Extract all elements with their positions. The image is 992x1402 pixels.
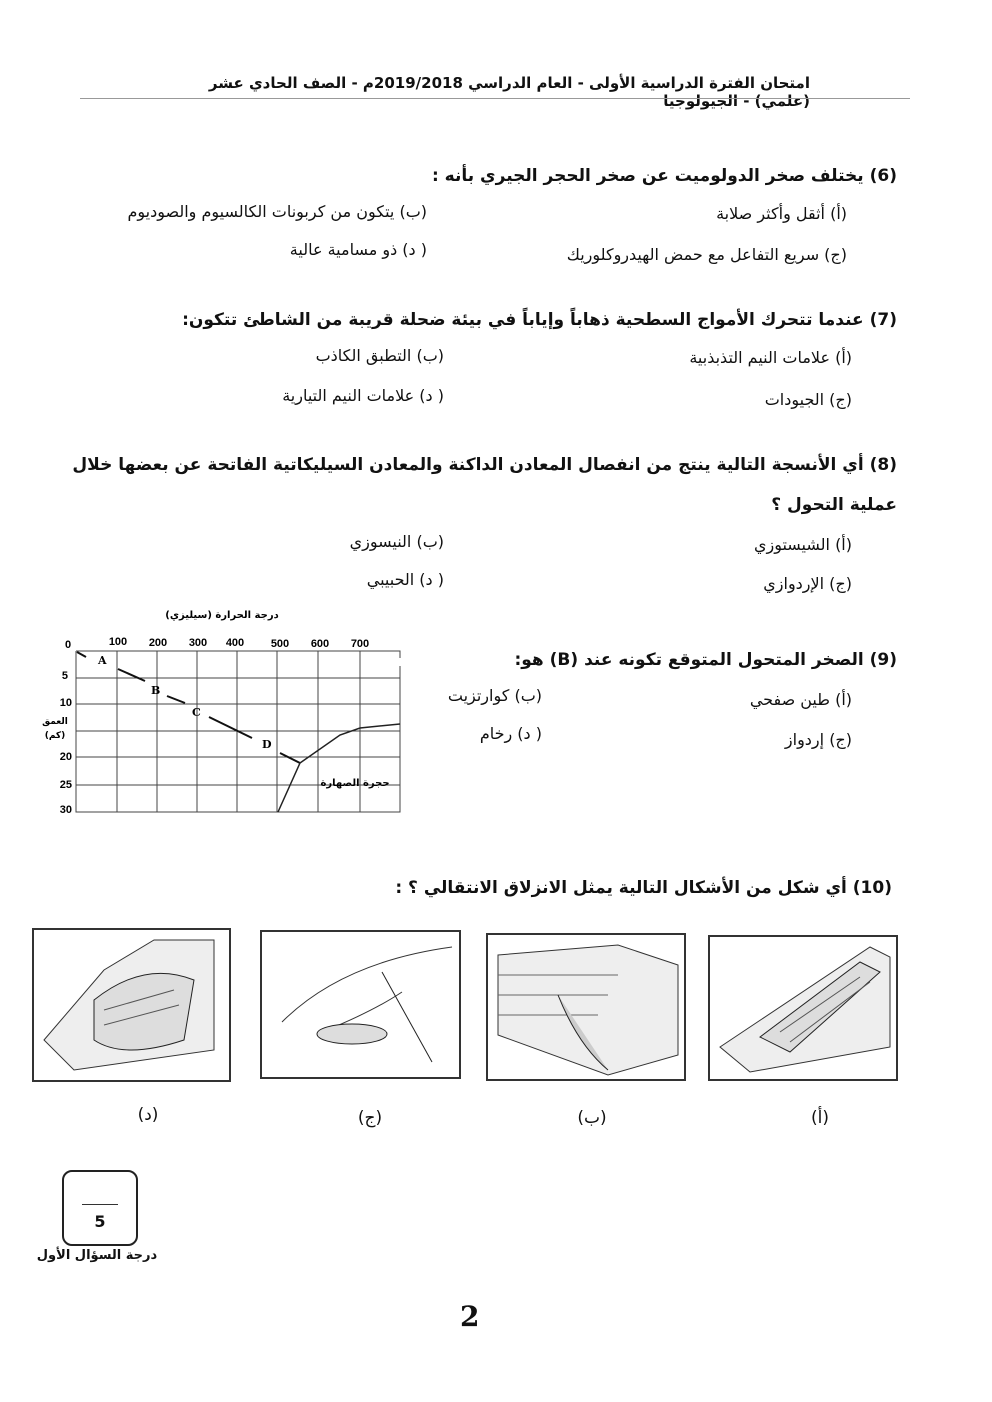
y-tick: 5 xyxy=(61,670,68,682)
q6-option-b: (ب) يتكون من كربونات الكالسيوم والصوديوم xyxy=(127,202,427,221)
q8-option-b: (ب) النيسوزي xyxy=(349,532,444,551)
point-c: C xyxy=(192,706,201,719)
point-d: D xyxy=(262,738,272,751)
q7-option-a: (أ) علامات النيم التذبذبية xyxy=(689,348,852,367)
question-8-cont: عملية التحول ؟ xyxy=(771,495,897,515)
q7-option-c: (ج) الجيودات xyxy=(764,390,852,409)
x-tick: 200 xyxy=(148,637,168,649)
q6-option-d: ( د) ذو مسامية عالية xyxy=(289,240,427,259)
score-value: 5 xyxy=(94,1212,106,1231)
figure-c-flow xyxy=(260,930,461,1079)
question-7: (7) عندما تتحرك الأمواج السطحية ذهاباً وإياباً في بيئة ضحلة قريبة من الشاطئ تتكون: xyxy=(182,310,897,330)
figure-label-b: (ب) xyxy=(577,1108,607,1128)
header-divider xyxy=(80,98,910,99)
point-b: B xyxy=(151,684,161,697)
score-box xyxy=(62,1170,138,1246)
figure-d-rotational-slide xyxy=(32,928,231,1082)
magma-chamber-label: حجرة الصهارة xyxy=(320,778,390,789)
exam-header: امتحان الفترة الدراسية الأولى - العام الدراسي 2019/2018م - الصف الحادي عشر (علمي) - الجيولوجيا xyxy=(208,74,810,110)
q7-option-d: ( د) علامات النيم التيارية xyxy=(282,386,444,405)
question-10: (10) أي شكل من الأشكال التالية يمثل الانزلاق الانتقالي ؟ : xyxy=(395,878,892,898)
question-9: (9) الصخر المتحول المتوقع تكونه عند (B) هو: xyxy=(514,650,897,670)
y-tick: 10 xyxy=(59,697,72,709)
q9-option-c: (ج) إردواز xyxy=(784,730,852,749)
y-title: العمق xyxy=(42,717,68,727)
q6-option-a: (أ) أثقل وأكثر صلابة xyxy=(716,204,847,223)
x-tick: 400 xyxy=(225,637,245,649)
x-tick: 600 xyxy=(310,638,330,650)
figure-a-translational-slide xyxy=(708,935,898,1081)
question-8: (8) أي الأنسجة التالية ينتج من انفصال المعادن الداكنة والمعادن السيليكاتية الفاتحة عن بعضها خلال xyxy=(72,455,897,475)
x-tick: 500 xyxy=(270,638,290,650)
score-label: درجة السؤال الأول xyxy=(36,1248,158,1263)
magma-chamber-boundary xyxy=(278,724,400,812)
diagram-x-title: درجة الحرارة (سيليزي) xyxy=(165,610,279,621)
figure-b-rockfall xyxy=(486,933,686,1081)
figure-label-a: (أ) xyxy=(810,1108,829,1128)
q8-option-a: (أ) الشيستوزي xyxy=(753,535,852,554)
x-tick: 100 xyxy=(108,636,128,648)
y-tick: 30 xyxy=(59,804,72,816)
figure-label-d: (د) xyxy=(137,1105,159,1125)
y-tick: 25 xyxy=(59,779,72,791)
q9-option-b: (ب) كوارتزيت xyxy=(447,686,542,705)
q9-option-a: (أ) طين صفحي xyxy=(749,690,852,709)
y-title-unit: (كم) xyxy=(44,731,66,741)
q9-option-d: ( د) رخام xyxy=(479,724,542,743)
geothermal-diagram xyxy=(0,600,420,830)
q8-option-d: ( د) الحبيبي xyxy=(366,570,444,589)
page-number: 2 xyxy=(460,1300,480,1333)
question-6: (6) يختلف صخر الدولوميت عن صخر الحجر الجيري بأنه : xyxy=(431,166,897,186)
q7-option-b: (ب) التطبق الكاذب xyxy=(315,346,444,365)
y-tick: 20 xyxy=(59,751,72,763)
figure-label-c: (ج) xyxy=(357,1108,383,1128)
q8-option-c: (ج) الإردوازي xyxy=(763,574,852,593)
q6-option-c: (ج) سريع التفاعل مع حمض الهيدروكلوريك xyxy=(566,245,847,264)
x-tick: 700 xyxy=(350,638,370,650)
x-tick: 300 xyxy=(188,637,208,649)
point-a: A xyxy=(98,654,107,667)
x-tick: 0 xyxy=(64,639,72,651)
